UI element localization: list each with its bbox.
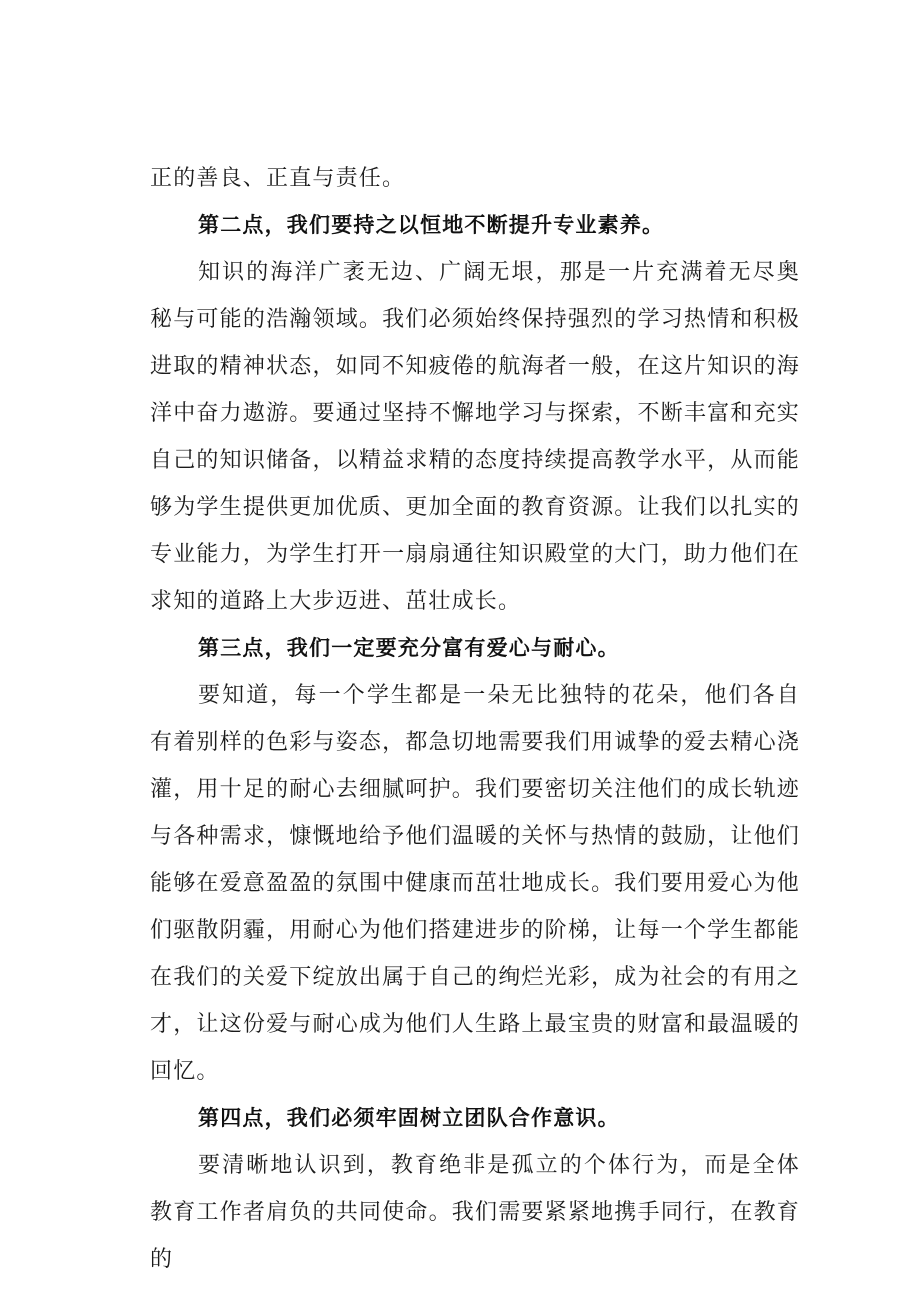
document-body <box>150 155 800 1283</box>
section-heading-point-four: 第四点，我们必须牢固树立团队合作意识。 <box>198 1106 620 1130</box>
paragraph-love-and-patience: 要知道，每一个学生都是一朵无比独特的花朵，他们各自有着别样的色彩与姿态，都急切地需要我们用诚挚的爱去精心浇灌，用十足的耐心去细腻呵护。我们要密切关注他们的成长轨迹与各种需求，慷慨地给予他们温暖的关怀与热情的鼓励，让他们能够在爱意盈盈的氛围中健康而茁壮地成长。我们要用爱心为他们驱散阴霾，用耐心为他们搭建进步的阶梯，让每一个学生都能在我们的关爱下绽放出属于自己的绚烂光彩，成为社会的有用之才，让这份爱与耐心成为他们人生路上最宝贵的财富和最温暖的回忆。 <box>150 683 800 1084</box>
section-heading-point-three: 第三点，我们一定要充分富有爱心与耐心。 <box>198 636 620 660</box>
section-heading-point-two: 第二点，我们要持之以恒地不断提升专业素养。 <box>198 213 665 237</box>
paragraph-teamwork: 要清晰地认识到，教育绝非是孤立的个体行为，而是全体教育工作者肩负的共同使命。我们需要紧紧地携手同行，在教育的 <box>150 1153 800 1272</box>
paragraph-continuation: 正的善良、正直与责任。 <box>150 166 406 191</box>
paragraph-professional-literacy: 知识的海洋广袤无边、广阔无垠，那是一片充满着无尽奥秘与可能的浩瀚领域。我们必须始终保持强烈的学习热情和积极进取的精神状态，如同不知疲倦的航海者一般，在这片知识的海洋中奋力遨游。要通过坚持不懈地学习与探索，不断丰富和充实自己的知识储备，以精益求精的态度持续提高教学水平，从而能够为学生提供更加优质、更加全面的教育资源。让我们以扎实的专业能力，为学生打开一扇扇通往知识殿堂的大门，助力他们在求知的道路上大步迈进、茁壮成长。 <box>150 260 800 614</box>
